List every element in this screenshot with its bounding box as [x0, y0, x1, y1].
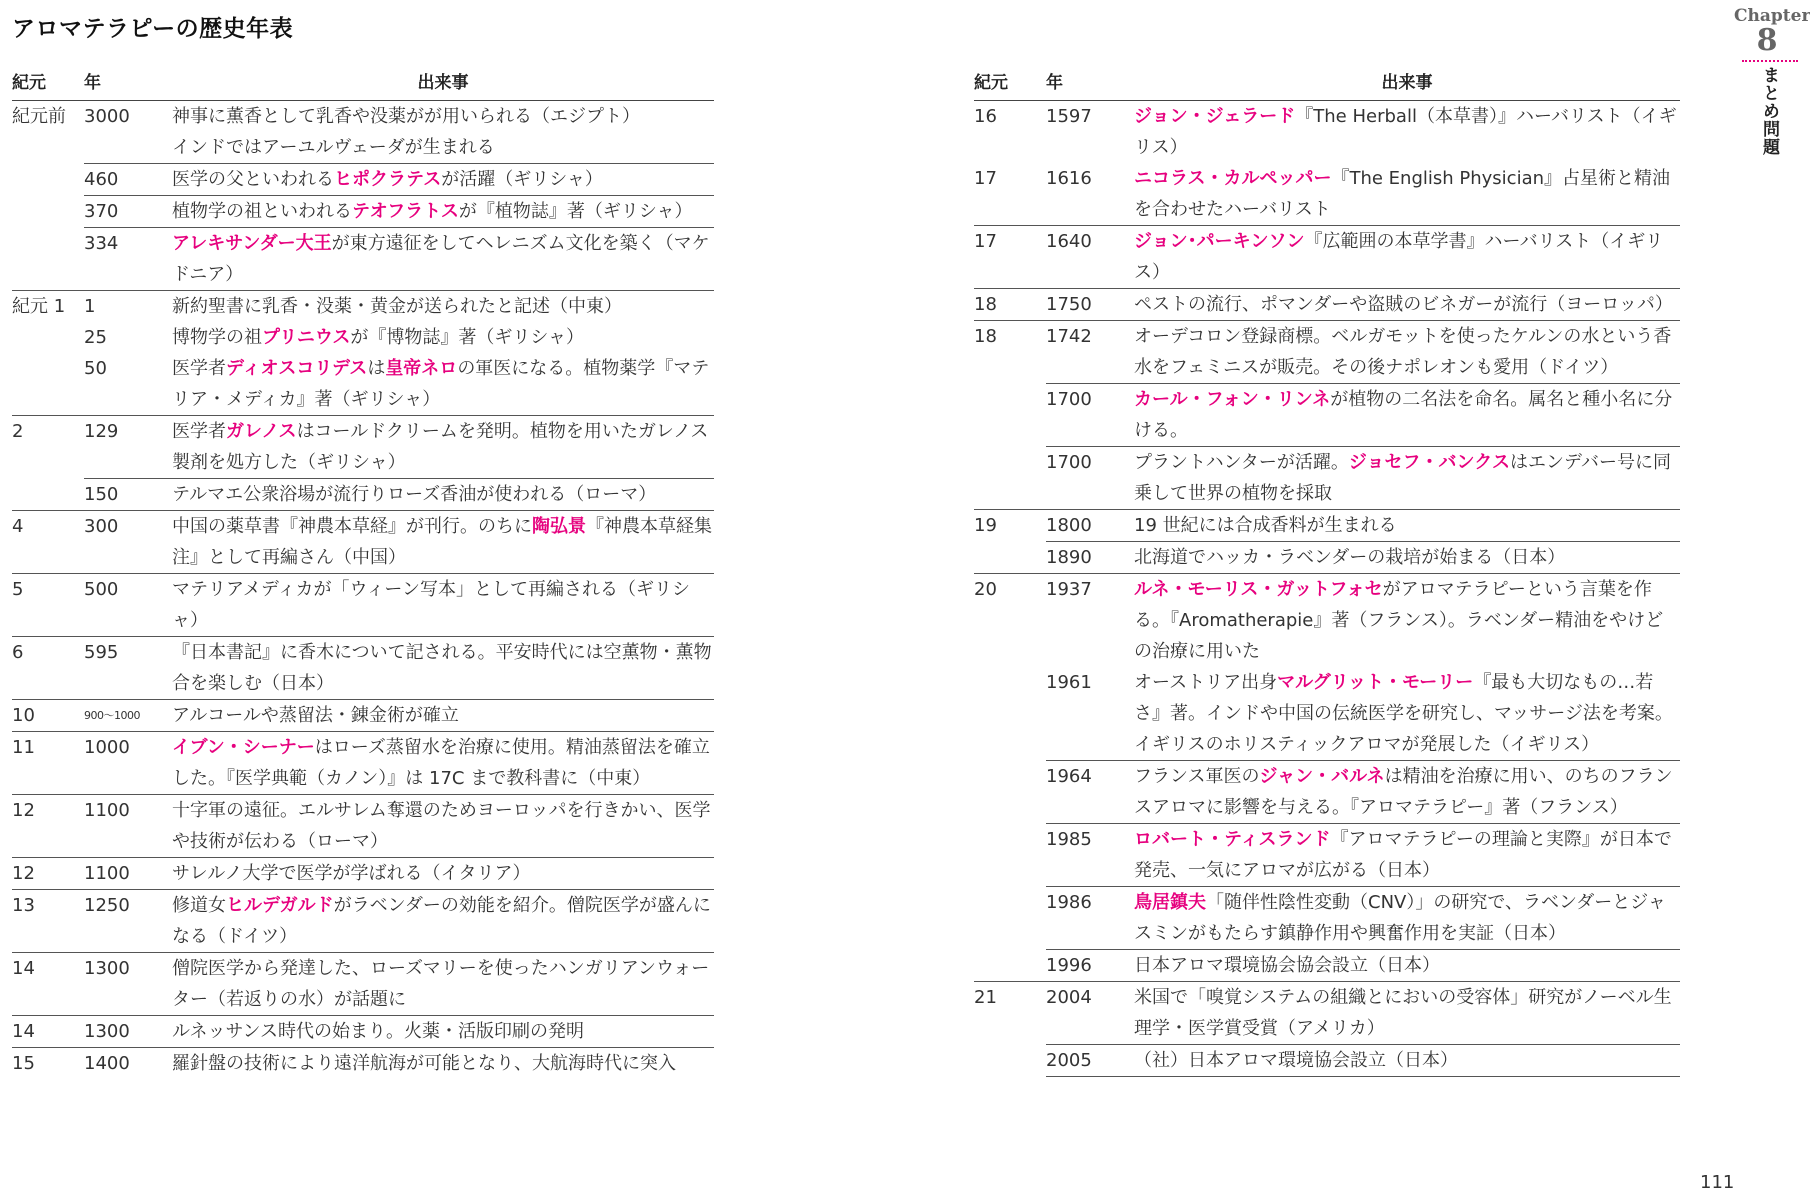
timeline-row [12, 132, 714, 164]
event-text: はローズ蒸留水を治療に使用。精油蒸留法を確立した。『医学典範（カノン）』は 17C まで教科書に（中東） [172, 737, 710, 789]
event-cell [1134, 542, 1680, 574]
highlighted-name: アレキサンダー大王 [172, 233, 332, 254]
event-cell [172, 953, 714, 1016]
event-text: が『植物誌』著（ギリシャ） [458, 201, 693, 222]
event-text: がラベンダーの効能を紹介。僧院医学が盛んになる（ドイツ） [172, 895, 711, 947]
event-cell [172, 890, 714, 953]
event-text: 神事に薫香として乳香や没薬がが用いられる（エジプト） [172, 106, 640, 127]
event-text: はコールドクリームを発明。植物を用いたガレノス製剤を処方した（ギリシャ） [172, 421, 709, 473]
era-cell: 紀元前 [12, 106, 66, 127]
era-cell [12, 196, 84, 228]
year-cell: 1961 [1046, 667, 1134, 761]
event-text: 十字軍の遠征。エルサレム奪還のためヨーロッパを行きかい、医学や技術が伝わる（ローマ） [172, 800, 711, 852]
era-cell: 16 [974, 106, 997, 127]
year-cell: 1986 [1046, 887, 1134, 950]
year-cell: 1400 [84, 1053, 130, 1074]
era-cell: 10 [12, 700, 84, 732]
year-cell: 129 [84, 416, 172, 479]
year-cell: 25 [84, 327, 107, 348]
event-text: 19 世紀には合成香料が生まれる [1134, 515, 1397, 536]
event-cell [172, 416, 714, 479]
event-text: ペストの流行、ポマンダーや盗賊のビネガーが流行（ヨーロッパ） [1134, 294, 1673, 315]
year-cell: 50 [84, 353, 172, 416]
event-cell [172, 858, 714, 890]
era-cell: 14 [12, 1016, 84, 1048]
event-cell [1134, 447, 1680, 510]
event-text: アルコールや蒸留法・錬金術が確立 [172, 705, 459, 726]
year-cell: 1742 [1046, 321, 1134, 384]
event-text: 修道女 [172, 895, 226, 916]
era-cell: 17 [974, 163, 1046, 226]
event-cell [1134, 289, 1680, 321]
timeline-row [12, 228, 714, 291]
era-cell: 12 [12, 795, 84, 858]
year-cell: 2005 [1046, 1045, 1134, 1077]
timeline-table-right [974, 68, 1680, 1077]
timeline-row [974, 447, 1680, 510]
timeline-row [12, 353, 714, 416]
event-cell [1134, 510, 1680, 542]
event-text: 『アロマテラピーの理論と実際』が日本で発売、一気にアロマが広がる（日本） [1134, 829, 1672, 881]
timeline-row [974, 574, 1680, 668]
event-text: 医学の父といわれる [172, 169, 334, 190]
event-cell [172, 196, 714, 228]
highlighted-name: ジョン･パーキンソン [1134, 231, 1305, 252]
event-cell [172, 353, 714, 416]
year-cell: 1250 [84, 890, 172, 953]
era-cell [974, 761, 1046, 824]
year-cell: 370 [84, 196, 172, 228]
timeline-row [12, 291, 714, 323]
year-cell [84, 132, 172, 164]
era-cell [974, 667, 1046, 761]
year-cell: 1700 [1046, 447, 1134, 510]
timeline-row [12, 511, 714, 574]
event-text: 医学者 [172, 358, 226, 379]
event-text: （社）日本アロマ環境協会設立（日本） [1134, 1050, 1458, 1071]
year-cell: 500 [84, 574, 172, 637]
event-header: 出来事 [172, 68, 714, 101]
highlighted-name: ジャン・バルネ [1259, 766, 1385, 787]
year-cell: 1000 [84, 732, 172, 795]
era-cell: 11 [12, 732, 84, 795]
event-text: ルネッサンス時代の始まり。火薬・活版印刷の発明 [172, 1021, 585, 1042]
era-cell: 4 [12, 511, 84, 574]
event-cell [172, 479, 714, 511]
event-cell [172, 574, 714, 637]
timeline-row [12, 890, 714, 953]
era-cell [974, 887, 1046, 950]
event-text: 『広範囲の本草学書』ハーバリスト（イギリス） [1134, 231, 1664, 283]
event-cell [1134, 761, 1680, 824]
era-cell: 5 [12, 574, 84, 637]
timeline-row [12, 1016, 714, 1048]
event-cell [1134, 887, 1680, 950]
event-text: が活躍（ギリシャ） [441, 169, 603, 190]
year-header: 年 [1046, 68, 1134, 101]
year-cell: 1890 [1046, 542, 1134, 574]
era-cell [12, 132, 84, 164]
event-text: 博物学の祖 [172, 327, 262, 348]
timeline-row [974, 321, 1680, 384]
event-text: オーデコロン登録商標。ベルガモットを使ったケルンの水という香水をフェミニスが販売。その後ナポレオンも愛用（ドイツ） [1134, 326, 1672, 378]
year-cell: 1597 [1046, 106, 1092, 127]
year-cell: 1700 [1046, 384, 1134, 447]
year-cell: 1300 [84, 953, 172, 1016]
event-text: サレルノ大学で医学が学ばれる（イタリア） [172, 863, 531, 884]
highlighted-name: 鳥居鎮夫 [1134, 892, 1206, 913]
event-text: オーストリア出身 [1134, 672, 1278, 693]
event-text: 羅針盤の技術により遠洋航海が可能となり、大航海時代に突入 [172, 1053, 676, 1074]
highlighted-name: イブン・シーナー [172, 737, 315, 758]
chapter-number: 8 [1756, 23, 1778, 58]
timeline-row [974, 101, 1680, 164]
event-text: 植物学の祖といわれる [172, 201, 352, 222]
year-cell: 1985 [1046, 824, 1134, 887]
timeline-row [974, 226, 1680, 289]
timeline-row [974, 982, 1680, 1045]
event-text: 『最も大切なもの…若さ』著。インドや中国の伝統医学を研究し、マッサージ法を考案。イギリスのホリスティックアロマが発展した（イギリス） [1134, 672, 1673, 755]
year-cell: 1300 [84, 1016, 172, 1048]
timeline-row [12, 101, 714, 133]
era-cell: 18 [974, 289, 1046, 321]
year-cell: 900～1000 [84, 700, 172, 732]
year-cell: 1996 [1046, 950, 1134, 982]
era-cell: 6 [12, 637, 84, 700]
event-cell [1134, 982, 1680, 1045]
event-cell [172, 511, 714, 574]
era-cell: 13 [12, 890, 84, 953]
event-cell [172, 228, 714, 291]
year-cell: 595 [84, 637, 172, 700]
highlighted-name: プリニウス [262, 327, 351, 348]
highlighted-name: カール・フォン・リンネ [1134, 389, 1331, 410]
highlighted-name: 皇帝ネロ [385, 358, 458, 379]
timeline-row [12, 196, 714, 228]
event-cell [172, 637, 714, 700]
era-cell: 21 [974, 987, 997, 1008]
event-cell [1134, 667, 1680, 761]
era-cell [12, 353, 84, 416]
event-cell [172, 732, 714, 795]
timeline-row [12, 164, 714, 196]
event-cell [172, 164, 714, 196]
era-cell [12, 322, 84, 353]
era-cell: 18 [974, 326, 997, 347]
timeline-row [12, 322, 714, 353]
highlighted-name: 陶弘景 [532, 516, 586, 537]
highlighted-name: マルグリット・モーリー [1277, 672, 1474, 693]
year-header: 年 [84, 68, 172, 101]
event-text: 北海道でハッカ・ラベンダーの栽培が始まる（日本） [1134, 547, 1566, 568]
timeline-left-body [12, 101, 714, 1080]
event-text: テルマエ公衆浴場が流行りローズ香油が使われる（ローマ） [172, 484, 657, 505]
timeline-right-body [974, 101, 1680, 1077]
event-cell [1134, 1045, 1680, 1077]
era-cell: 15 [12, 1053, 35, 1074]
timeline-row [12, 732, 714, 795]
event-text: が東方遠征をしてヘレニズム文化を築く（マケドニア） [172, 233, 710, 285]
timeline-row [12, 858, 714, 890]
era-cell: 14 [12, 953, 84, 1016]
timeline-row [974, 542, 1680, 574]
year-cell: 1100 [84, 795, 172, 858]
year-cell: 3000 [84, 106, 130, 127]
event-text: 「随伴性陰性変動（CNV）」の研究で、ラベンダーとジャスミンがもたらす鎮静作用や興奮作用を実証（日本） [1134, 892, 1666, 944]
era-cell [974, 447, 1046, 510]
event-text: 中国の薬草書『神農本草経』が刊行。のちに [172, 516, 532, 537]
era-cell: 17 [974, 226, 1046, 289]
event-cell [1134, 384, 1680, 447]
event-text: 『日本書記』に香木について記される。平安時代には空薫物・薫物合を楽しむ（日本） [172, 642, 712, 694]
event-cell [172, 322, 714, 353]
era-cell [974, 1045, 1046, 1077]
event-cell [1134, 163, 1680, 226]
year-cell: 1750 [1046, 289, 1134, 321]
timeline-row [974, 950, 1680, 982]
highlighted-name: ヒポクラテス [334, 169, 442, 190]
era-cell [974, 384, 1046, 447]
era-cell [12, 164, 84, 196]
era-header: 紀元 [974, 68, 1046, 101]
timeline-row [12, 574, 714, 637]
event-cell [172, 101, 714, 133]
page-number: 111 [1700, 1172, 1735, 1193]
event-cell [172, 700, 714, 732]
timeline-row [974, 510, 1680, 542]
event-cell [172, 795, 714, 858]
event-cell [1134, 824, 1680, 887]
timeline-row [12, 1048, 714, 1080]
event-text: 『The Herball（本草書）』ハーバリスト（イギリス） [1134, 106, 1677, 158]
year-cell: 1616 [1046, 163, 1134, 226]
era-cell: 12 [12, 858, 84, 890]
timeline-row [12, 953, 714, 1016]
event-text: 僧院医学から発達した、ローズマリーを使ったハンガリアンウォーター（若返りの水）が話題に [172, 958, 710, 1010]
event-text: はエンデバー号に同乗して世界の植物を採取 [1134, 452, 1671, 504]
event-cell [172, 132, 714, 164]
year-cell: 1800 [1046, 510, 1134, 542]
highlighted-name: ルネ・モーリス・ガットフォセ [1134, 579, 1383, 600]
event-text: 米国で「嗅覚システムの組織とにおいの受容体」研究がノーベル生理学・医学賞受賞（アメリカ） [1134, 987, 1672, 1039]
highlighted-name: ニコラス・カルペッパー [1134, 168, 1332, 189]
highlighted-name: ジョセフ・バンクス [1348, 452, 1511, 473]
event-text: プラントハンターが活躍。 [1134, 452, 1349, 473]
year-cell: 1640 [1046, 226, 1134, 289]
event-text: マテリアメディカが「ウィーン写本」として再編される（ギリシャ） [172, 579, 691, 631]
year-cell: 1 [84, 296, 96, 317]
event-cell [1134, 321, 1680, 384]
year-cell: 300 [84, 511, 172, 574]
page-title: アロマテラピーの歴史年表 [12, 16, 294, 42]
era-cell [12, 228, 84, 291]
event-text: 日本アロマ環境協会協会設立（日本） [1134, 955, 1440, 976]
highlighted-name: テオフラトス [352, 201, 459, 222]
era-cell: 紀元 1 [12, 296, 66, 317]
event-cell [1134, 101, 1680, 164]
event-text: が植物の二名法を命名。属名と種小名に分ける。 [1134, 389, 1673, 441]
highlighted-name: ジョン・ジェラード [1134, 106, 1296, 127]
timeline-row [12, 637, 714, 700]
section-side-title: まとめ問題 [1759, 66, 1779, 156]
event-cell [1134, 226, 1680, 289]
timeline-table-left [12, 68, 714, 1079]
era-cell: 19 [974, 515, 997, 536]
year-cell: 334 [84, 228, 172, 291]
chapter-label: Chapter [1734, 6, 1810, 26]
event-cell [172, 291, 714, 323]
year-cell: 1964 [1046, 761, 1134, 824]
event-text: インドではアーユルヴェーダが生まれる [172, 137, 495, 158]
chapter-divider [1742, 60, 1798, 62]
year-cell: 460 [84, 164, 172, 196]
timeline-row [974, 761, 1680, 824]
event-cell [172, 1016, 714, 1048]
event-text: 新約聖書に乳香・没薬・黄金が送られたと記述（中東） [172, 296, 622, 317]
event-text: 医学者 [172, 421, 226, 442]
event-text: は [367, 358, 386, 379]
event-header: 出来事 [1134, 68, 1680, 101]
era-cell [12, 479, 84, 511]
event-text: 『神農本草経集注』として再編さん（中国） [172, 516, 712, 568]
highlighted-name: ガレノス [226, 421, 297, 442]
event-text: がアロマテラピーという言葉を作る。『Aromatherapie』著（フランス）。ラベンダー精油をやけどの治療に用いた [1134, 579, 1664, 662]
highlighted-name: ヒルデガルド [226, 895, 334, 916]
event-text: 『The English Physician』占星術と精油を合わせたハーバリスト [1134, 168, 1671, 220]
year-cell: 1100 [84, 858, 172, 890]
era-cell [974, 542, 1046, 574]
timeline-row [12, 700, 714, 732]
event-text: が『博物誌』著（ギリシャ） [350, 327, 585, 348]
era-header: 紀元 [12, 68, 84, 101]
year-cell: 150 [84, 479, 172, 511]
event-text: は精油を治療に用い、のちのフランスアロマに影響を与える。『アロマテラピー』著（フランス） [1134, 766, 1673, 818]
event-cell [172, 1048, 714, 1080]
event-cell [1134, 574, 1680, 668]
highlighted-name: ディオスコリデス [226, 358, 368, 379]
timeline-row [974, 163, 1680, 226]
era-cell: 2 [12, 421, 24, 442]
timeline-row [974, 667, 1680, 761]
timeline-row [974, 384, 1680, 447]
year-cell: 1937 [1046, 579, 1092, 600]
era-cell: 20 [974, 579, 997, 600]
timeline-row [974, 824, 1680, 887]
timeline-row [12, 416, 714, 479]
highlighted-name: ロバート・ティスランド [1134, 829, 1331, 850]
timeline-row [974, 1045, 1680, 1077]
event-text: の軍医になる。植物薬学『マテリア・メディカ』著（ギリシャ） [172, 358, 710, 410]
era-cell [974, 950, 1046, 982]
timeline-row [12, 795, 714, 858]
event-cell [1134, 950, 1680, 982]
timeline-row [974, 289, 1680, 321]
timeline-row [974, 887, 1680, 950]
timeline-row [12, 479, 714, 511]
era-cell [974, 824, 1046, 887]
year-cell: 2004 [1046, 982, 1134, 1045]
event-text: フランス軍医の [1134, 766, 1260, 787]
